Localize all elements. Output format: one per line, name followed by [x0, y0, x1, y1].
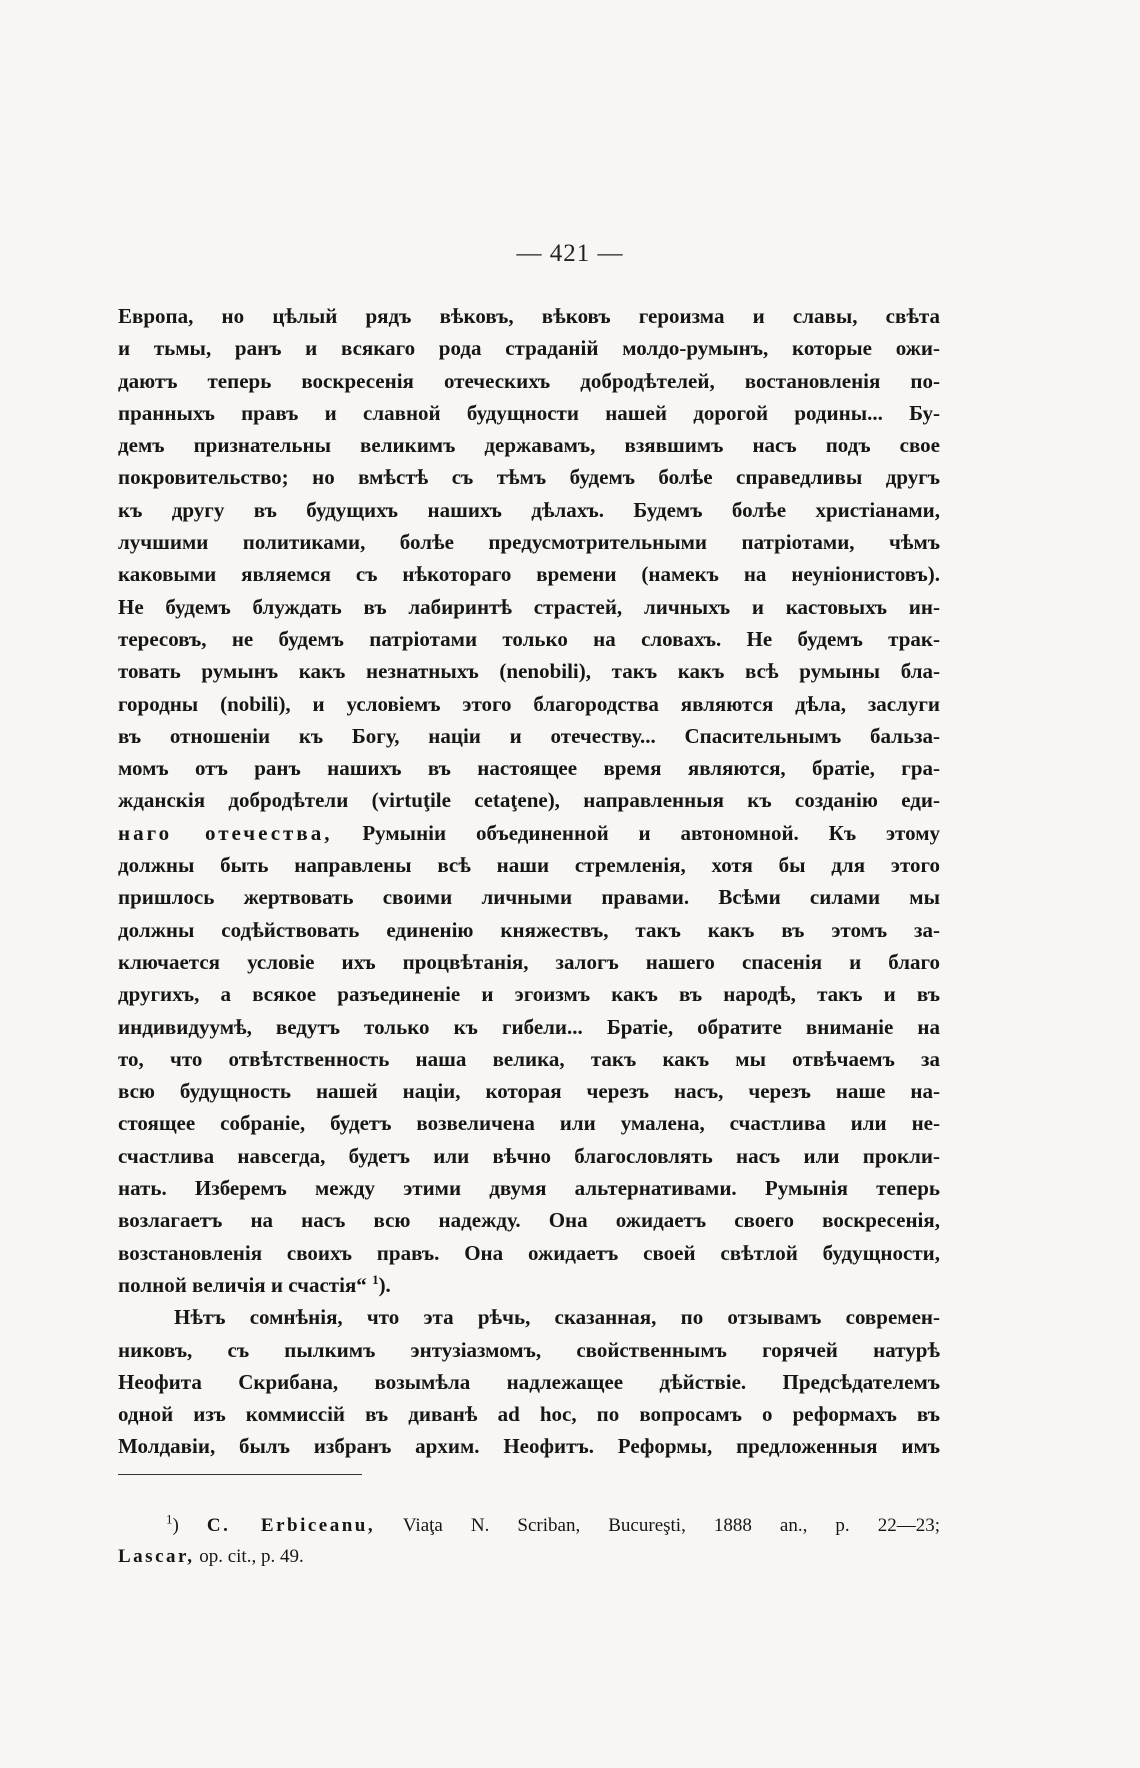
text-line: одной изъ коммиссій въ диванѣ ad hoc, по вопросамъ о реформахъ въ — [118, 1402, 940, 1427]
footnote-ref-tail: ). — [378, 1272, 391, 1297]
text-line: пришлось жертвовать своими личными правами. Всѣми силами мы — [118, 885, 940, 910]
body-text — [118, 300, 940, 1463]
text-line: въ отношеніи къ Богу, націи и отечеству... Спасительнымъ бальза- — [118, 723, 940, 748]
text-line: Нѣтъ сомнѣнія, что эта рѣчь, сказанная, по отзывамъ современ- — [174, 1305, 940, 1330]
text-line — [118, 817, 940, 849]
text-line: всю будущность нашей націи, которая черезъ насъ, черезъ наше на- — [118, 1079, 940, 1104]
footnote-line — [118, 1510, 940, 1541]
page-number: — 421 — — [516, 240, 624, 267]
footnote-marker: 1 — [166, 1511, 173, 1527]
text-line: стоящее собраніе, будетъ возвеличена или умалена, счастлива или не- — [118, 1111, 940, 1136]
text-line: къ другу въ будущихъ нашихъ дѣлахъ. Будемъ болѣе христіанами, — [118, 497, 940, 522]
text-line: должны содѣйствовать единенію княжествъ, такъ какъ въ этомъ за- — [118, 917, 940, 942]
text-line: счастлива навсегда, будетъ или вѣчно благословлять насъ или прокли- — [118, 1143, 940, 1168]
closing-quote-text: полной величія и счастія“ — [118, 1272, 367, 1297]
footnote-marker-tail: ) — [172, 1515, 179, 1536]
text-line: Молдавіи, былъ избранъ архим. Неофитъ. Реформы, предложенныя имъ — [118, 1434, 940, 1459]
text-line: должны быть направлены всѣ наши стремленія, хотя бы для этого — [118, 853, 940, 878]
text-line: жданскія добродѣтели (virtuţile cetaţene), направленныя къ созданію еди- — [118, 788, 940, 813]
footnote-author: C. Erbiceanu, — [206, 1515, 376, 1536]
text-line-rest: Румыніи объединенной и автономной. Къ этому — [362, 820, 940, 845]
footnote-line — [118, 1541, 940, 1572]
text-line: покровительство; но вмѣстѣ съ тѣмъ будемъ болѣе справедливы другъ — [118, 465, 940, 490]
text-line: товать румынъ какъ незнатныхъ (nenobili), такъ какъ всѣ румыны бла- — [118, 659, 940, 684]
text-line: даютъ теперь воскресенія отеческихъ добродѣтелей, востановленія по- — [118, 368, 940, 393]
text-line: тересовъ, не будемъ патріотами только на словахъ. Не будемъ трак- — [118, 626, 940, 651]
text-line: другихъ, а всякое разъединеніе и эгоизмъ какъ въ народѣ, такъ и въ — [118, 982, 940, 1007]
text-line: Не будемъ блуждать въ лабиринтѣ страстей, личныхъ и кастовыхъ ин- — [118, 594, 940, 619]
text-line — [118, 1269, 940, 1301]
text-line: лучшими политиками, болѣе предусмотрительными патріотами, чѣмъ — [118, 530, 940, 555]
text-line: каковыми являемся съ нѣкотораго времени (намекъ на неуніонистовъ). — [118, 562, 940, 587]
footnote-divider — [118, 1474, 362, 1475]
text-line: и тьмы, ранъ и всякаго рода страданій молдо-румынъ, которые ожи- — [118, 336, 940, 361]
text-line: Европа, но цѣлый рядъ вѣковъ, вѣковъ героизма и славы, свѣта — [118, 304, 940, 328]
text-line: момъ отъ ранъ нашихъ въ настоящее время являются, братіе, гра- — [118, 756, 940, 781]
text-line: нать. Изберемъ между этими двумя альтернативами. Румынія теперь — [118, 1176, 940, 1201]
footnote — [118, 1510, 940, 1572]
text-line: демъ признательны великимъ державамъ, взявшимъ насъ подъ свое — [118, 433, 940, 458]
text-line: то, что отвѣтственность наша велика, такъ какъ мы отвѣчаемъ за — [118, 1046, 940, 1071]
text-line: индивидуумѣ, ведутъ только къ гибели... Братіе, обратите вниманіе на — [118, 1014, 940, 1039]
text-line: никовъ, съ пылкимъ энтузіазмомъ, свойственнымъ горячей натурѣ — [118, 1337, 940, 1362]
text-line: ключается условіе ихъ процвѣтанія, залогъ нашего спасенія и благо — [118, 949, 940, 974]
text-line: Неофита Скрибана, возымѣла надлежащее дѣйствіе. Предсѣдателемъ — [118, 1369, 940, 1394]
text-line: пранныхъ правъ и славной будущности нашей дорогой родины... Бу- — [118, 400, 940, 425]
footnote-citation: Viaţa N. Scriban, Bucureşti, 1888 an., p. 22—23; — [402, 1515, 940, 1536]
spaced-phrase: наго отечества, — [118, 820, 333, 845]
text-line: городны (nobili), и условіемъ этого благородства являются дѣла, заслуги — [118, 691, 940, 716]
text-line: возстановленія своихъ правъ. Она ожидаетъ своей свѣтлой будущности, — [118, 1240, 940, 1265]
footnote-citation: op. cit., p. 49. — [199, 1546, 304, 1567]
footnote-author: Lascar, — [118, 1546, 195, 1567]
text-line: возлагаетъ на насъ всю надежду. Она ожидаетъ своего воскресенія, — [118, 1208, 940, 1233]
footnote-ref: 1 — [372, 1271, 379, 1287]
